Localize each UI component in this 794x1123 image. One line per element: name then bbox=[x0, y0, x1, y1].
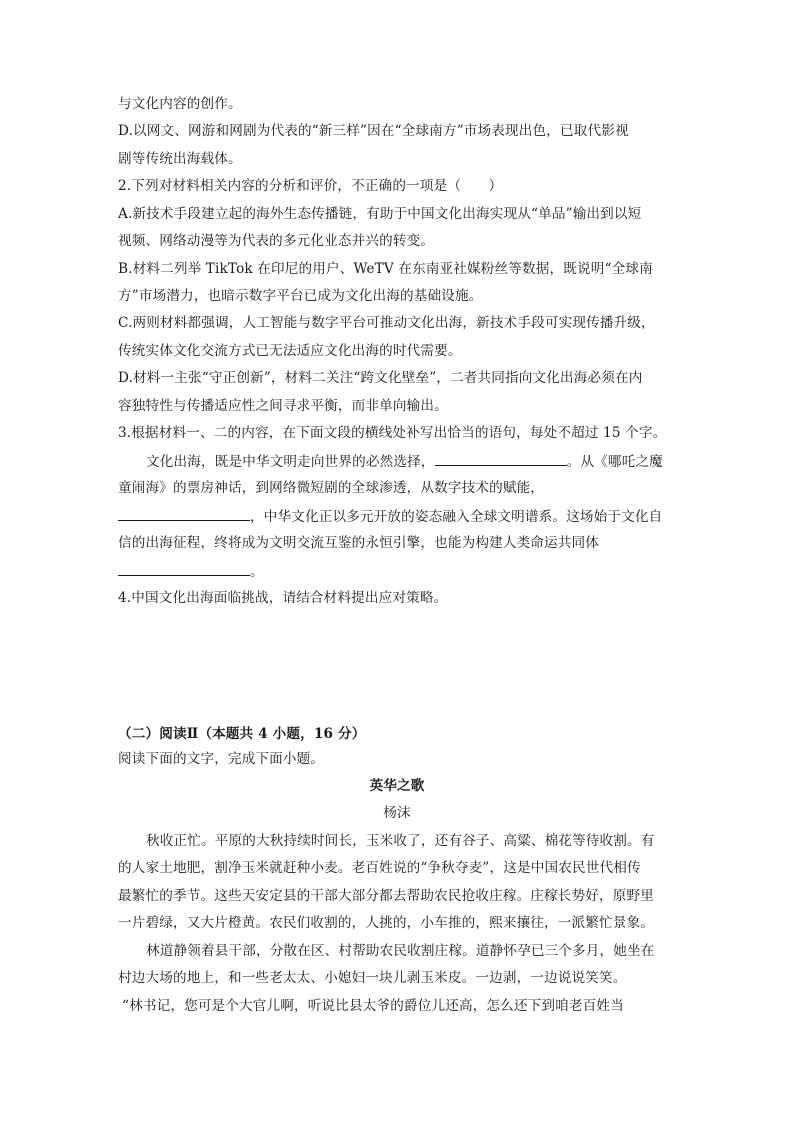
option-b-line: B.材料二列举 TikTok 在印尼的用户、WeTV 在东南亚社媒粉丝等数据，既说明“全球南 bbox=[118, 261, 653, 277]
article-paragraph-line: “林书记，您可是个大官儿啊，听说比县太爷的爵位儿还高，怎么还下到咱老百姓当 bbox=[122, 998, 624, 1014]
article-paragraph-line: 的人家土地肥，割净玉米就赶种小麦。老百姓说的“争秋夺麦”，这是中国农民世代相传 bbox=[118, 860, 641, 876]
fill-paragraph-line bbox=[118, 506, 678, 527]
article-paragraph-line: 村边大场的地上，和一些老太太、小媳妇一块儿剥玉米皮。一边剥，一边说说笑笑。 bbox=[118, 970, 627, 986]
fill-paragraph-line bbox=[118, 561, 678, 582]
fill-paragraph-line: 童闹海》的票房神话，到网络微短剧的全球渗透，从数字技术的赋能， bbox=[118, 480, 545, 496]
text-segment: 。 bbox=[250, 564, 264, 580]
option-d-line: D.以网文、网游和网剧为代表的“新三样”因在“全球南方”市场表现出色，已取代影视 bbox=[118, 123, 629, 139]
text-segment: ，中华文化正以多元开放的姿态融入全球文明谱系。这场始于文化自 bbox=[250, 509, 663, 525]
article-paragraph-line: 秋收正忙。平原的大秋持续时间长，玉米收了，还有谷子、高粱、棉花等待收割。有 bbox=[146, 833, 655, 849]
option-c-line: C.两则材料都强调，人工智能与数字平台可推动文化出海，新技术手段可实现传播升级， bbox=[118, 315, 655, 331]
answer-blank-1[interactable] bbox=[435, 451, 567, 466]
text-line: 传统实体文化交流方式已无法适应文化出海的时代需要。 bbox=[118, 343, 462, 359]
fill-paragraph-line: 信的出海征程，终将成为文明交流互鉴的永恒引擎，也能为构建人类命运共同体 bbox=[118, 535, 600, 551]
text-line: 剧等传统出海载体。 bbox=[118, 151, 242, 167]
article-paragraph-line: 一片碧绿，又大片橙黄。农民们收割的，人挑的，小车推的，熙来攘往，一派繁忙景象。 bbox=[118, 915, 655, 931]
question-2: 2.下列对材料相关内容的分析和评价，不正确的一项是（ ） bbox=[118, 178, 503, 194]
answer-blank-3[interactable] bbox=[118, 561, 250, 576]
option-a-line: A.新技术手段建立起的海外生态传播链，有助于中国文化出海实现从“单品”输出到以短 bbox=[118, 206, 642, 222]
article-author: 杨沫 bbox=[383, 805, 411, 821]
section-instruction: 阅读下面的文字，完成下面小题。 bbox=[118, 751, 325, 767]
question-3: 3.根据材料一、二的内容，在下面文段的横线处补写出恰当的语句，每处不超过 15 个字。 bbox=[118, 425, 667, 441]
text-line: 与文化内容的创作。 bbox=[118, 96, 242, 112]
article-paragraph-line: 最繁忙的季节。这些天安定县的干部大部分都去帮助农民抢收庄稼。庄稼长势好，原野里 bbox=[118, 888, 655, 904]
text-line: 视频、网络动漫等为代表的多元化业态并兴的转变。 bbox=[118, 233, 435, 249]
section-header: （二）阅读Ⅱ（本题共 4 小题，16 分） bbox=[118, 726, 366, 742]
article-paragraph-line: 林道静领着县干部，分散在区、村帮助农民收割庄稼。道静怀孕已三个多月，她坐在 bbox=[146, 943, 655, 959]
answer-blank-2[interactable] bbox=[118, 506, 250, 521]
text-segment: 。从《哪吒之魔 bbox=[566, 454, 663, 470]
fill-paragraph-line bbox=[146, 451, 706, 472]
text-segment: 文化出海，既是中华文明走向世界的必然选择， bbox=[146, 454, 435, 470]
question-4: 4.中国文化出海面临挑战，请结合材料提出应对策略。 bbox=[118, 590, 448, 606]
option-d-line: D.材料一主张“守正创新”，材料二关注“跨文化壁垒”，二者共同指向文化出海必须在内 bbox=[118, 370, 643, 386]
text-line: 容独特性与传播适应性之间寻求平衡，而非单向输出。 bbox=[118, 398, 448, 414]
article-title: 英华之歌 bbox=[369, 778, 425, 794]
text-line: 方”市场潜力，也暗示数字平台已成为文化出海的基础设施。 bbox=[118, 288, 483, 304]
